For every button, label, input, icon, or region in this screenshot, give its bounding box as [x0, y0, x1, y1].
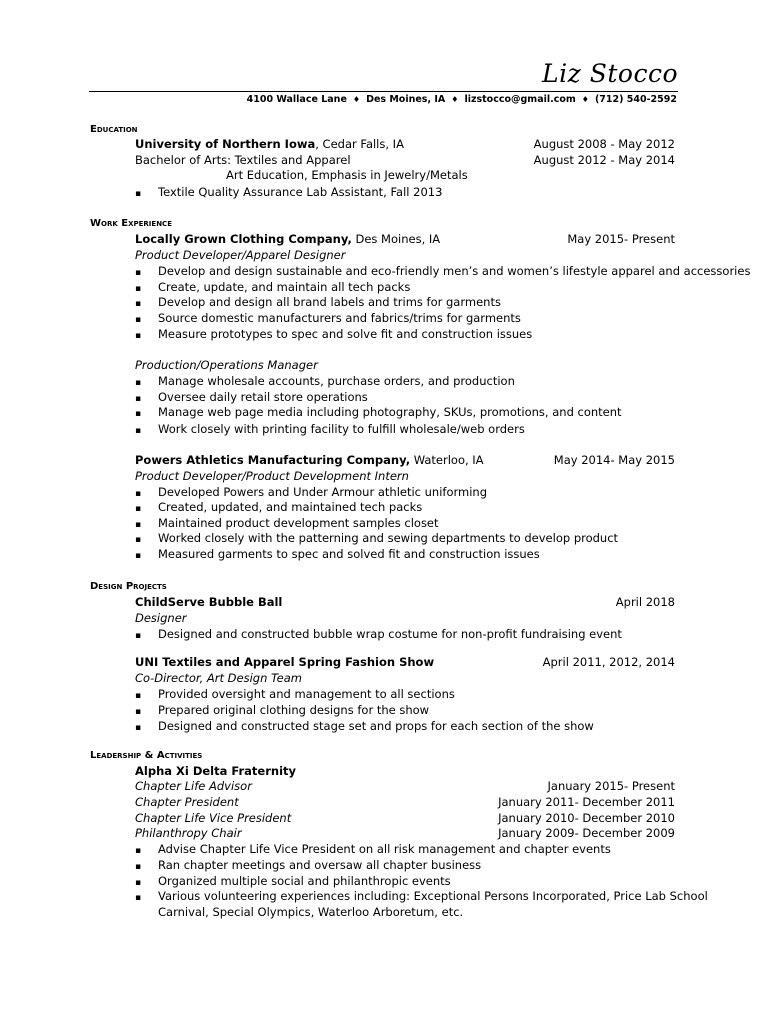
job-org [135, 232, 440, 248]
list-item-text: Maintained product development samples closet [158, 516, 439, 530]
job-org [135, 453, 484, 469]
list-item-text: Manage web page media including photography, SKUs, promotions, and content [158, 405, 622, 419]
diamond-icon: ♦ [581, 95, 589, 104]
bullet-icon: ▪ [135, 284, 142, 294]
section-heading-work: Work Experience [90, 218, 172, 229]
job-location: Waterloo, IA [410, 453, 484, 467]
bullet-icon: ▪ [135, 631, 142, 641]
list-item-text: Measured garments to spec and solved fit and construction issues [158, 547, 540, 561]
list-item-text: Various volunteering experiences including: Exceptional Persons Incorporated, Price Lab School [158, 889, 708, 903]
school-dates: August 2008 - May 2012 [533, 137, 675, 151]
bullet-icon: ▪ [135, 394, 142, 404]
emphasis: Art Education, Emphasis in Jewelry/Metals [226, 168, 468, 182]
bullet-icon: ▪ [135, 315, 142, 325]
job-role: Product Developer/Product Development Intern [135, 469, 409, 483]
bullet-icon: ▪ [135, 862, 142, 872]
job-role: Production/Operations Manager [135, 358, 318, 372]
list-item-text: Source domestic manufacturers and fabrics/trims for garments [158, 311, 521, 325]
list-item-text: Oversee daily retail store operations [158, 390, 368, 404]
bullet-icon: ▪ [135, 691, 142, 701]
list-item [135, 374, 515, 392]
list-item [135, 311, 521, 329]
list-item-text: Ran chapter meetings and oversaw all chapter business [158, 858, 482, 872]
job-location: Des Moines, IA [351, 232, 441, 246]
bullet-icon: ▪ [135, 878, 142, 888]
bullet-icon: ▪ [135, 378, 142, 388]
section-heading-education: Education [90, 124, 138, 135]
list-item-text: Manage wholesale accounts, purchase orders, and production [158, 374, 515, 388]
project-title-text: ChildServe Bubble Ball [135, 595, 283, 609]
project-dates: April 2011, 2012, 2014 [542, 655, 675, 669]
list-item-text: Textile Quality Assurance Lab Assistant, Fall 2013 [158, 185, 443, 199]
leadership-dates: January 2009- December 2009 [498, 826, 675, 840]
leadership-role: Philanthropy Chair [135, 826, 242, 840]
phone: (712) 540-2592 [594, 94, 677, 105]
leadership-role: Chapter Life Vice President [135, 811, 292, 825]
leadership-dates: January 2011- December 2011 [498, 795, 675, 809]
leadership-role: Chapter President [135, 795, 239, 809]
list-item [135, 719, 594, 737]
bullet-icon: ▪ [135, 535, 142, 545]
list-item-text: Work closely with printing facility to fulfill wholesale/web orders [158, 422, 525, 436]
project-title [135, 595, 282, 611]
list-item [135, 842, 611, 860]
project-title [135, 655, 434, 671]
list-item [135, 547, 540, 565]
job-role: Product Developer/Apparel Designer [135, 248, 346, 262]
bullet-icon: ▪ [135, 268, 142, 278]
project-title-text: UNI Textiles and Apparel Spring Fashion Show [135, 655, 435, 669]
list-item [135, 295, 501, 313]
list-item [135, 185, 442, 203]
list-item [135, 327, 532, 345]
list-item [135, 405, 622, 423]
leadership-dates: January 2010- December 2010 [498, 811, 675, 825]
school [135, 137, 404, 153]
bullet-icon: ▪ [135, 409, 142, 419]
resume-name: Liz Stocco [542, 59, 678, 88]
section-heading-projects: Design Projects [90, 581, 167, 592]
job-org-name: Powers Athletics Manufacturing Company, [135, 453, 411, 467]
list-item [135, 422, 525, 440]
list-item-text: Create, update, and maintain all tech packs [158, 280, 411, 294]
list-item-text: Organized multiple social and philanthropic events [158, 874, 451, 888]
list-item-text: Created, updated, and maintained tech packs [158, 500, 423, 514]
project-role: Co-Director, Art Design Team [135, 671, 302, 685]
email-link[interactable]: lizstocco@gmail.com [464, 94, 576, 105]
bullet-icon: ▪ [135, 846, 142, 856]
list-item-text: Measure prototypes to spec and solve fit and construction issues [158, 327, 533, 341]
contact-line [247, 93, 677, 107]
bullet-icon: ▪ [135, 520, 142, 530]
school-location: , Cedar Falls, IA [315, 137, 404, 151]
bullet-icon: ▪ [135, 189, 142, 199]
job-dates: May 2014- May 2015 [553, 453, 675, 467]
leadership-org [135, 764, 296, 780]
school-name: University of Northern Iowa [135, 137, 316, 151]
list-item-text: Developed Powers and Under Armour athletic uniforming [158, 485, 488, 499]
list-item [135, 264, 750, 282]
leadership-org-name: Alpha Xi Delta Fraternity [135, 764, 297, 778]
list-item [135, 531, 618, 549]
bullet-icon: ▪ [135, 707, 142, 717]
project-dates: April 2018 [615, 595, 675, 609]
list-item [135, 500, 422, 518]
bullet-icon: ▪ [135, 489, 142, 499]
section-heading-leadership: Leadership & Activities [90, 750, 203, 761]
list-item [135, 889, 708, 907]
city: Des Moines, IA [366, 94, 446, 105]
list-item [135, 703, 429, 721]
project-role: Designer [135, 611, 187, 625]
list-item [135, 627, 622, 645]
list-item-text: Designed and constructed bubble wrap costume for non-profit fundraising event [158, 627, 622, 641]
bullet-icon: ▪ [135, 551, 142, 561]
bullet-icon: ▪ [135, 504, 142, 514]
address: 4100 Wallace Lane [246, 94, 347, 105]
list-item [135, 687, 455, 705]
degree-dates: August 2012 - May 2014 [533, 153, 675, 167]
list-item-text: Prepared original clothing designs for the show [158, 703, 430, 717]
job-org-name: Locally Grown Clothing Company, [135, 232, 352, 246]
list-item-text: Designed and constructed stage set and props for each section of the show [158, 719, 594, 733]
list-item [135, 858, 481, 876]
degree: Bachelor of Arts: Textiles and Apparel [135, 153, 351, 167]
list-item-text: Develop and design all brand labels and trims for garments [158, 295, 501, 309]
list-item-text: Advise Chapter Life Vice President on all risk management and chapter events [158, 842, 611, 856]
list-item-text: Worked closely with the patterning and sewing departments to develop product [158, 531, 619, 545]
job-dates: May 2015- Present [567, 232, 675, 246]
bullet-icon: ▪ [135, 331, 142, 341]
diamond-icon: ♦ [451, 95, 459, 104]
bullet-icon: ▪ [135, 893, 142, 903]
leadership-dates: January 2015- Present [547, 779, 675, 793]
bullet-icon: ▪ [135, 299, 142, 309]
diamond-icon: ♦ [352, 95, 361, 104]
list-item-text: Develop and design sustainable and eco-friendly men’s and women’s lifestyle apparel and accessories [158, 264, 751, 278]
list-item-text: Provided oversight and management to all sections [158, 687, 455, 701]
header-rule [89, 91, 678, 92]
list-item-continuation: Carnival, Special Olympics, Waterloo Arboretum, etc. [158, 905, 464, 919]
leadership-role: Chapter Life Advisor [135, 779, 252, 793]
bullet-icon: ▪ [135, 426, 142, 436]
bullet-icon: ▪ [135, 723, 142, 733]
